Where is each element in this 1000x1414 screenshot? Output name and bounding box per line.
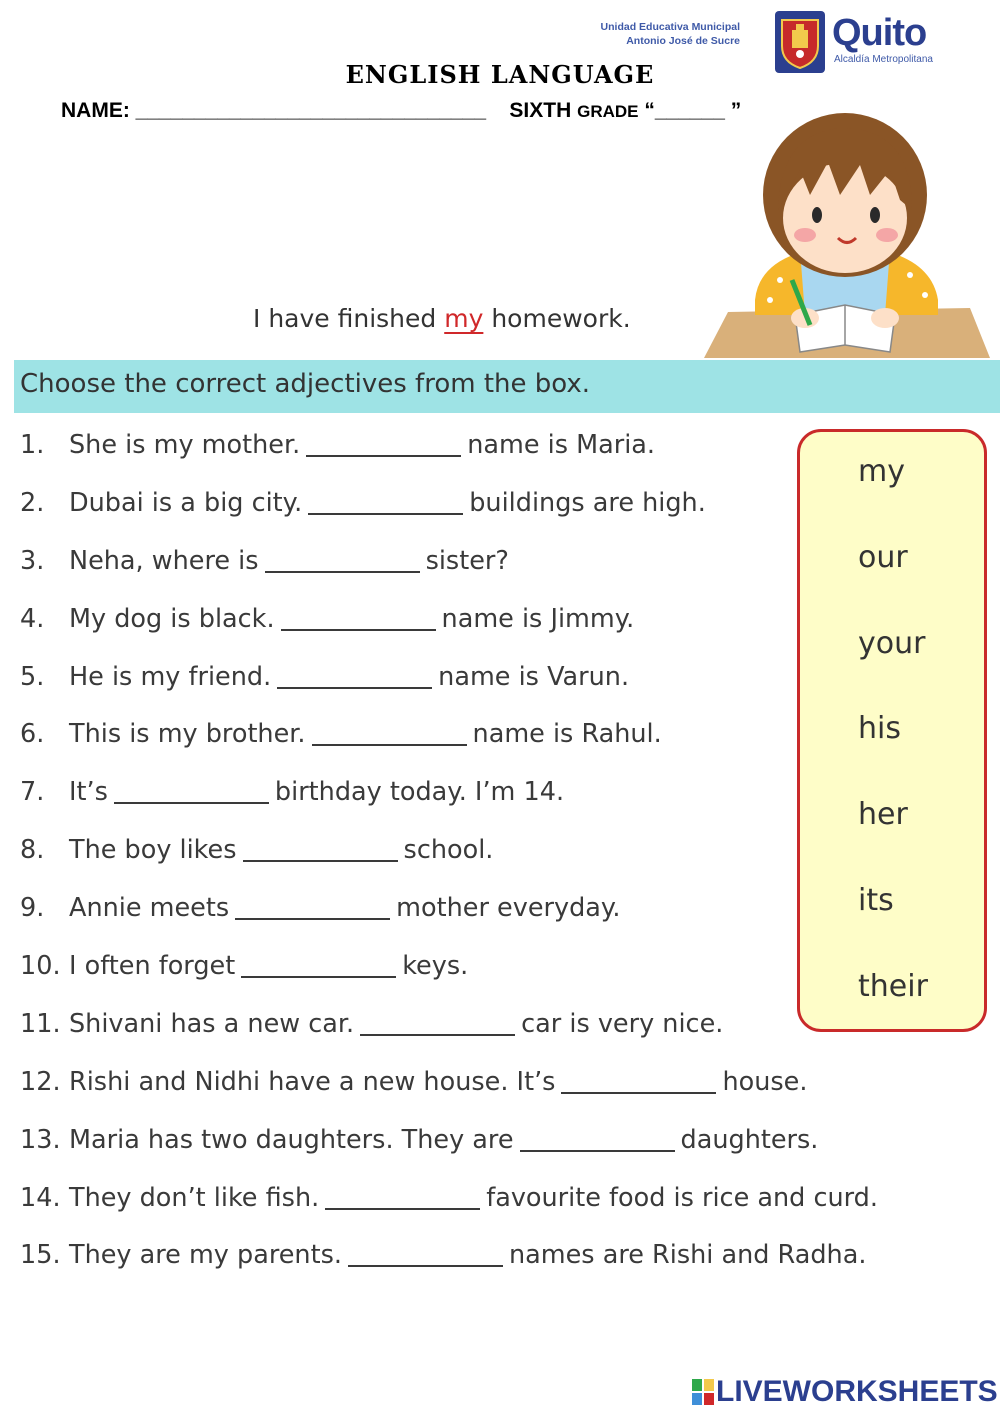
question-list: [20, 430, 878, 1298]
question-text: He is my friend.: [69, 661, 272, 692]
liveworksheets-icon: [692, 1379, 714, 1405]
name-field[interactable]: NAME: ______________________________: [61, 99, 487, 122]
word-option: his: [858, 711, 901, 746]
question-item: [20, 1240, 878, 1298]
question-text-after: favourite food is rice and curd.: [486, 1182, 878, 1213]
answer-blank[interactable]: [520, 1125, 675, 1152]
question-text: It’s: [69, 777, 108, 808]
question-text: She is my mother.: [69, 430, 301, 460]
name-grade-line: [61, 99, 741, 123]
question-text-after: name is Varun.: [438, 661, 630, 692]
institution-line-1: Unidad Educativa Municipal: [600, 21, 740, 33]
answer-blank[interactable]: [243, 835, 398, 862]
question-item: [20, 662, 878, 720]
answer-blank[interactable]: [308, 488, 463, 515]
liveworksheets-text: LIVEWORKSHEETS: [716, 1375, 998, 1409]
question-item: [20, 777, 878, 835]
question-number: 1.: [20, 430, 45, 460]
answer-blank[interactable]: [561, 1067, 716, 1094]
question-item: [20, 604, 878, 662]
question-item: [20, 430, 878, 488]
question-text-after: birthday today. I’m 14.: [274, 777, 565, 808]
question-text-after: house.: [722, 1066, 808, 1097]
question-item: [20, 546, 878, 604]
question-number: 4.: [20, 603, 45, 634]
liveworksheets-logo: [692, 1374, 998, 1408]
question-item: [20, 1125, 878, 1183]
grade-field[interactable]: “______ ”: [638, 99, 742, 122]
question-text-after: car is very nice.: [521, 1008, 724, 1039]
question-text-after: mother everyday.: [396, 893, 621, 924]
question-number: 15.: [20, 1240, 61, 1271]
question-text: Dubai is a big city.: [69, 487, 303, 518]
question-item: [20, 1067, 878, 1125]
institution-line-2: Antonio José de Sucre: [626, 35, 740, 47]
answer-blank[interactable]: [312, 719, 467, 746]
answer-blank[interactable]: [306, 430, 461, 457]
question-text: They are my parents.: [69, 1240, 342, 1271]
answer-blank[interactable]: [235, 893, 390, 920]
question-item: [20, 1183, 878, 1241]
question-text-after: daughters.: [680, 1124, 819, 1155]
question-text: I often forget: [69, 951, 236, 982]
question-number: 7.: [20, 777, 45, 808]
word-option: my: [858, 454, 905, 489]
question-number: 10.: [20, 951, 61, 982]
word-box: [797, 429, 987, 1032]
answer-blank[interactable]: [241, 951, 396, 978]
question-number: 14.: [20, 1182, 61, 1213]
page-title: ENGLISH LANGUAGE: [345, 60, 655, 89]
answer-blank[interactable]: [277, 662, 432, 689]
question-text-after: buildings are high.: [469, 487, 706, 518]
brand-quito: Quito: [832, 12, 927, 54]
question-number: 5.: [20, 661, 45, 692]
question-text: Annie meets: [69, 893, 230, 924]
word-option: their: [858, 969, 928, 1004]
question-number: 6.: [20, 719, 45, 750]
example-before: I have finished: [253, 304, 445, 333]
question-number: 11.: [20, 1008, 61, 1039]
example-after: homework.: [483, 304, 631, 333]
question-text-after: name is Maria.: [467, 430, 656, 460]
question-text-after: sister?: [425, 545, 509, 576]
question-text: Neha, where is: [69, 545, 259, 576]
question-number: 13.: [20, 1124, 61, 1155]
question-item: [20, 893, 878, 951]
answer-blank[interactable]: [114, 777, 269, 804]
question-number: 12.: [20, 1066, 61, 1097]
question-item: [20, 1009, 878, 1067]
grade-label: SIXTH: [509, 99, 578, 122]
question-item: [20, 488, 878, 546]
answer-blank[interactable]: [265, 546, 420, 573]
grade-label-small: GRADE: [577, 102, 639, 121]
question-text: Shivani has a new car.: [69, 1008, 355, 1039]
question-number: 8.: [20, 835, 45, 866]
girl-writing-illustration: [700, 100, 990, 365]
question-item: [20, 835, 878, 893]
answer-blank[interactable]: [360, 1009, 515, 1036]
word-option: your: [858, 626, 926, 661]
question-text-after: school.: [403, 835, 494, 866]
word-option: her: [858, 797, 908, 832]
question-text-after: keys.: [402, 951, 469, 982]
question-text: This is my brother.: [69, 719, 306, 750]
question-number: 2.: [20, 487, 45, 518]
question-text-after: names are Rishi and Radha.: [508, 1240, 867, 1271]
answer-blank[interactable]: [281, 604, 436, 631]
word-option: its: [858, 883, 894, 918]
example-sentence: [253, 304, 631, 333]
question-text: The boy likes: [69, 835, 237, 866]
answer-blank[interactable]: [325, 1183, 480, 1210]
question-item: [20, 719, 878, 777]
question-number: 3.: [20, 545, 45, 576]
instruction-text: Choose the correct adjectives from the box.: [20, 369, 591, 399]
example-highlight: my: [444, 304, 484, 333]
question-text: They don’t like fish.: [69, 1182, 320, 1213]
question-text-after: name is Rahul.: [472, 719, 662, 750]
answer-blank[interactable]: [348, 1240, 503, 1267]
question-number: 9.: [20, 893, 45, 924]
question-text: Rishi and Nidhi have a new house. It’s: [69, 1066, 556, 1097]
institution-name: [601, 20, 740, 48]
question-text: Maria has two daughters. They are: [69, 1124, 514, 1155]
word-option: our: [858, 540, 908, 575]
question-text-after: name is Jimmy.: [441, 603, 635, 634]
question-item: [20, 951, 878, 1009]
brand-subtitle: Alcaldía Metropolitana: [834, 54, 933, 65]
question-text: My dog is black.: [69, 603, 275, 634]
